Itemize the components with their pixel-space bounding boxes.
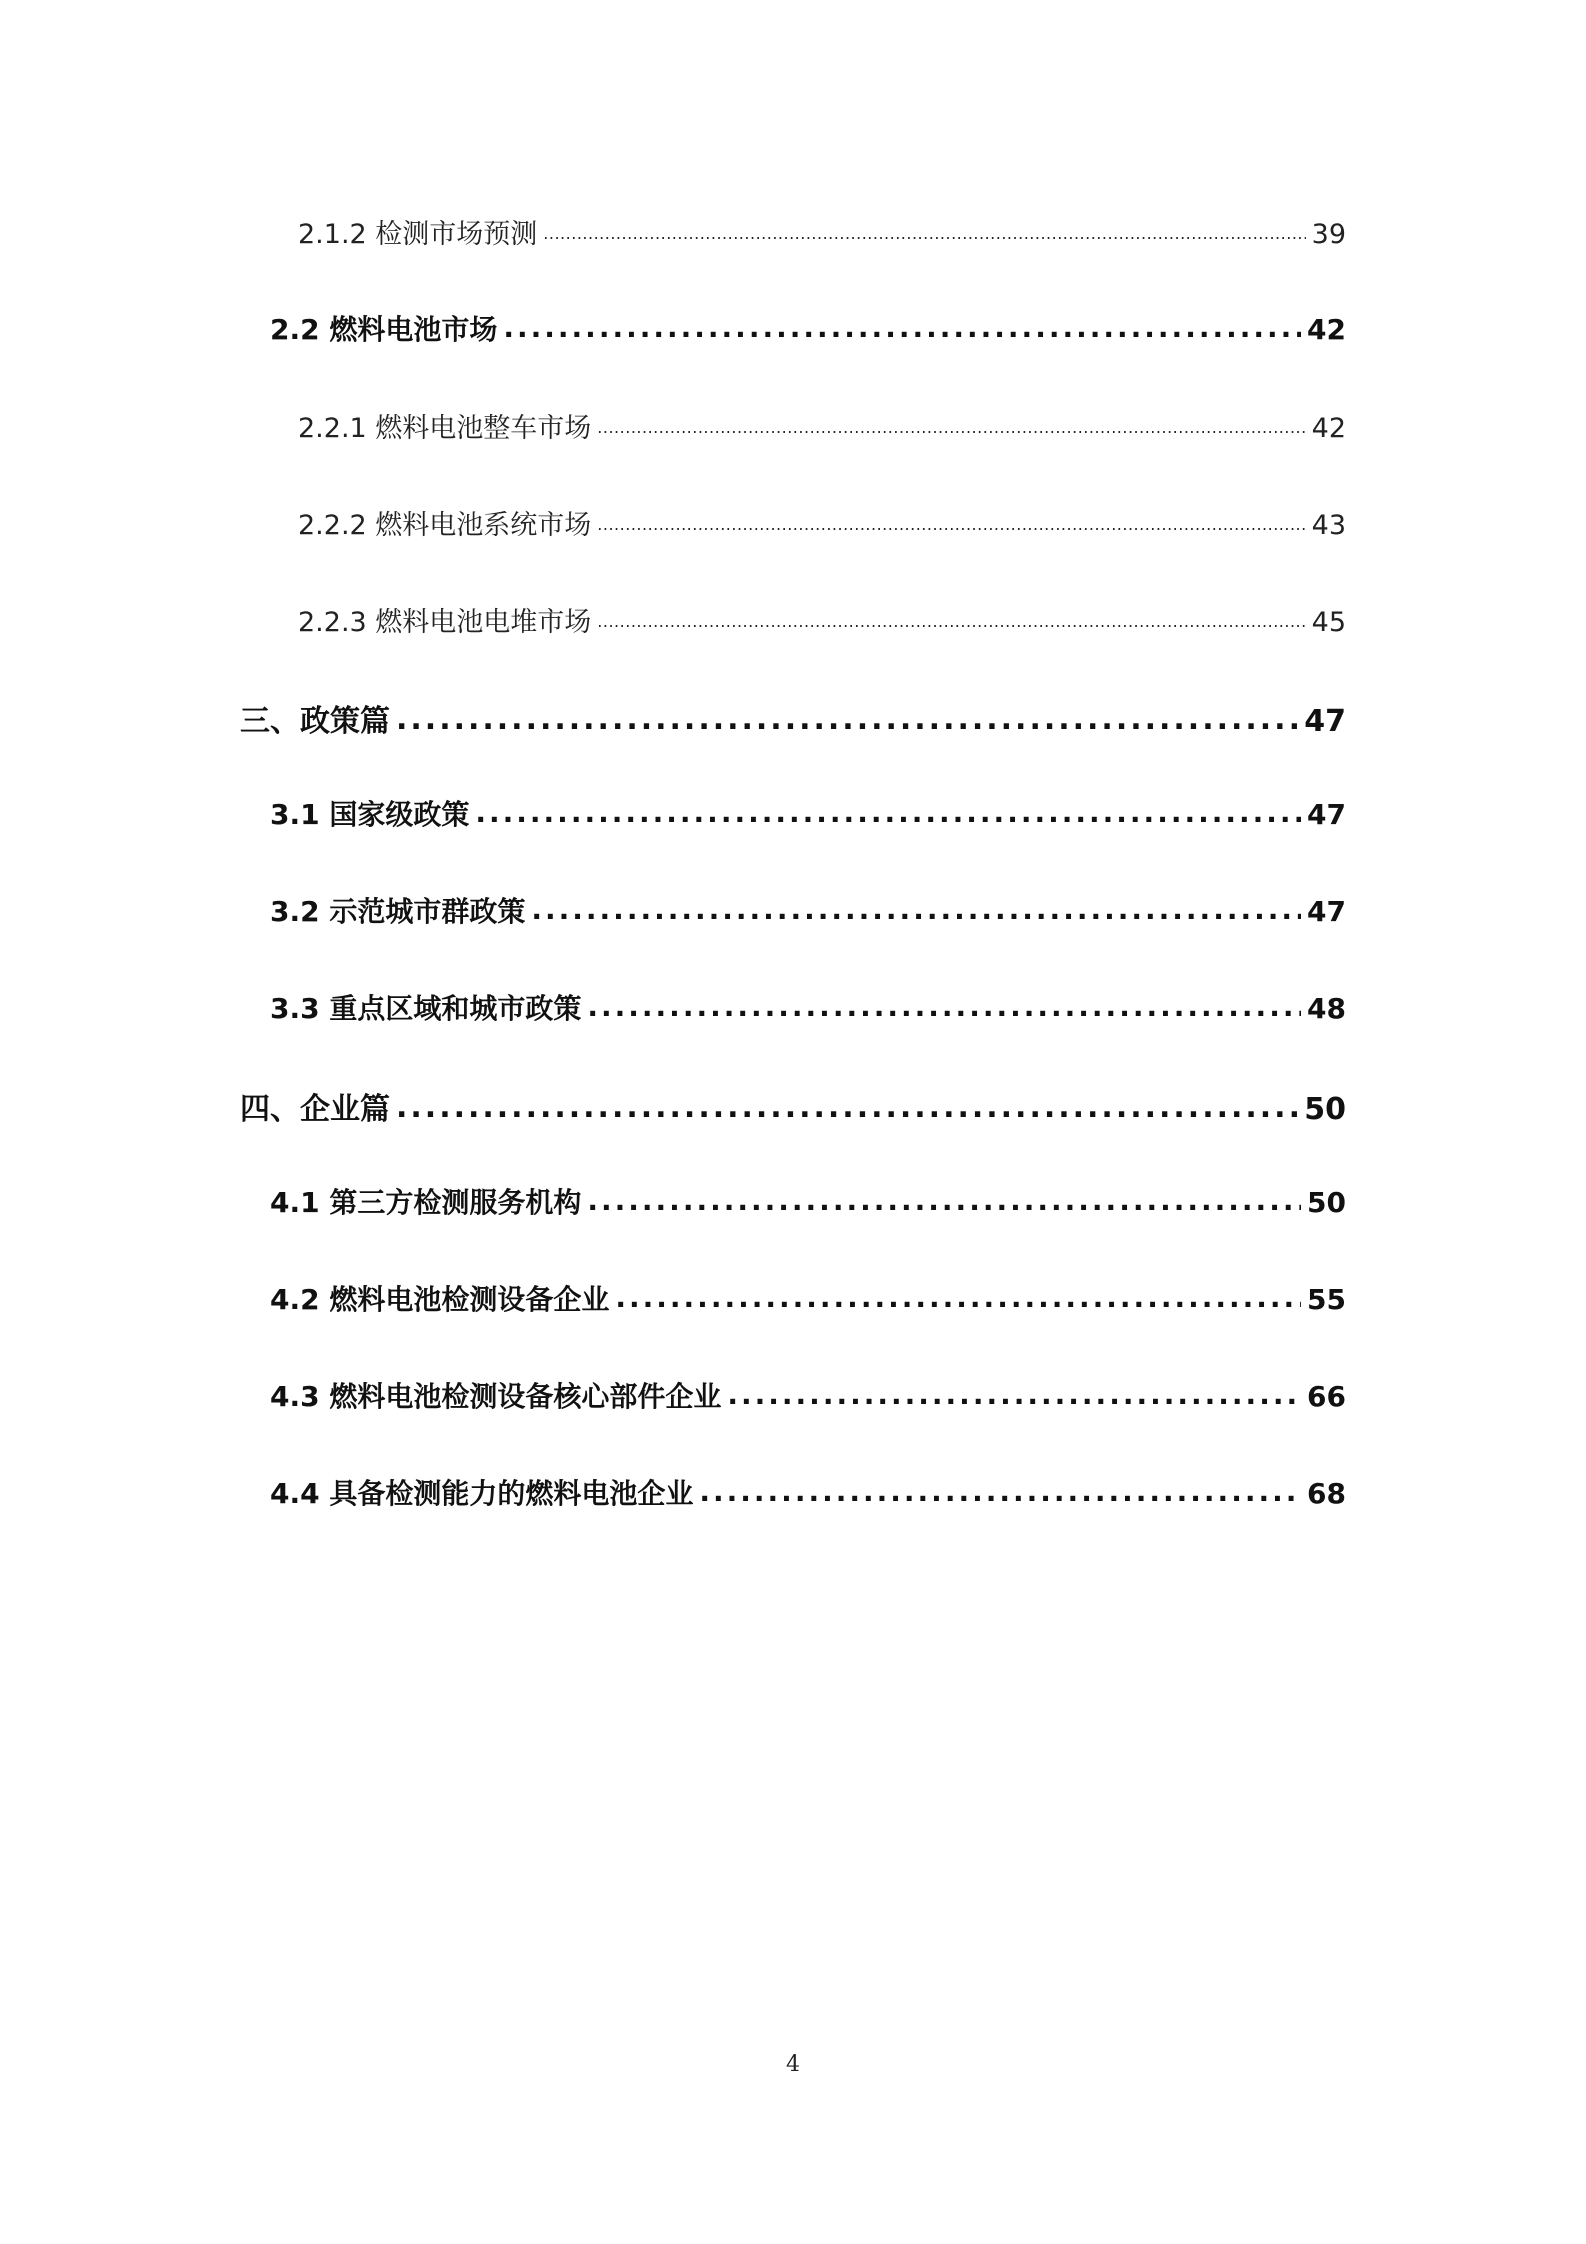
toc-entry-page: 42 — [1307, 313, 1346, 346]
toc-entry-label: 2.2.1 燃料电池整车市场 — [298, 413, 592, 444]
toc-leader-dots — [396, 1090, 1298, 1125]
toc-leader-dots — [543, 224, 1305, 243]
toc-leader-dots — [503, 311, 1301, 344]
toc-entry-page: 47 — [1304, 704, 1346, 739]
toc-entry-2-2[interactable] — [270, 308, 1346, 348]
toc-leader-dots — [587, 1184, 1301, 1217]
toc-entry-4-1[interactable] — [270, 1181, 1346, 1221]
toc-leader-dots — [475, 796, 1301, 829]
toc-leader-dots — [597, 515, 1305, 534]
toc-leader-dots — [531, 893, 1301, 926]
toc-entry-4-3[interactable] — [270, 1375, 1346, 1415]
toc-leader-dots — [699, 1475, 1301, 1508]
toc-entry-label: 4.4 具备检测能力的燃料电池企业 — [270, 1477, 694, 1510]
toc-entry-4-4[interactable] — [270, 1472, 1346, 1512]
toc-entry-label: 3.3 重点区域和城市政策 — [270, 992, 582, 1025]
toc-entry-page: 45 — [1311, 607, 1346, 638]
toc-leader-dots — [615, 1281, 1301, 1314]
toc-entry-label: 3.1 国家级政策 — [270, 798, 470, 831]
toc-entry-2-2-3[interactable] — [298, 600, 1346, 639]
toc-entry-page: 48 — [1307, 992, 1346, 1025]
page-number: 4 — [786, 2052, 800, 2077]
toc-entry-3-2[interactable] — [270, 890, 1346, 930]
toc-entry-2-1-2[interactable] — [298, 212, 1346, 251]
toc-entry-2-2-2[interactable] — [298, 503, 1346, 542]
toc-entry-label: 2.2.2 燃料电池系统市场 — [298, 510, 592, 541]
toc-leader-dots — [597, 612, 1305, 631]
toc-entry-page: 47 — [1307, 895, 1346, 928]
toc-entry-page: 43 — [1311, 510, 1346, 541]
toc-leader-dots — [587, 990, 1301, 1023]
toc-leader-dots — [727, 1378, 1301, 1411]
toc-entry-page: 68 — [1307, 1477, 1346, 1510]
toc-entry-page: 66 — [1307, 1380, 1346, 1413]
toc-entry-page: 50 — [1304, 1092, 1346, 1127]
toc-entry-label: 2.2.3 燃料电池电堆市场 — [298, 607, 592, 638]
toc-entry-chapter-3[interactable] — [240, 696, 1346, 740]
toc-entry-page: 55 — [1307, 1283, 1346, 1316]
toc-entry-2-2-1[interactable] — [298, 406, 1346, 445]
toc-entry-label: 4.1 第三方检测服务机构 — [270, 1186, 582, 1219]
toc-entry-label: 四、企业篇 — [240, 1092, 390, 1127]
toc-entry-label: 2.1.2 检测市场预测 — [298, 219, 538, 250]
toc-entry-page: 39 — [1311, 219, 1346, 250]
toc-leader-dots — [396, 702, 1298, 737]
toc-entry-chapter-4[interactable] — [240, 1084, 1346, 1128]
toc-entry-3-3[interactable] — [270, 987, 1346, 1027]
toc-entry-label: 2.2 燃料电池市场 — [270, 313, 498, 346]
toc-entry-label: 4.2 燃料电池检测设备企业 — [270, 1283, 610, 1316]
toc-entry-label: 三、政策篇 — [240, 704, 390, 739]
toc-entry-page: 50 — [1307, 1186, 1346, 1219]
toc-entry-label: 4.3 燃料电池检测设备核心部件企业 — [270, 1380, 722, 1413]
toc-entry-3-1[interactable] — [270, 793, 1346, 833]
toc-entry-4-2[interactable] — [270, 1278, 1346, 1318]
toc-entry-page: 42 — [1311, 413, 1346, 444]
toc-entry-label: 3.2 示范城市群政策 — [270, 895, 526, 928]
toc-leader-dots — [597, 418, 1305, 437]
toc-entry-page: 47 — [1307, 798, 1346, 831]
